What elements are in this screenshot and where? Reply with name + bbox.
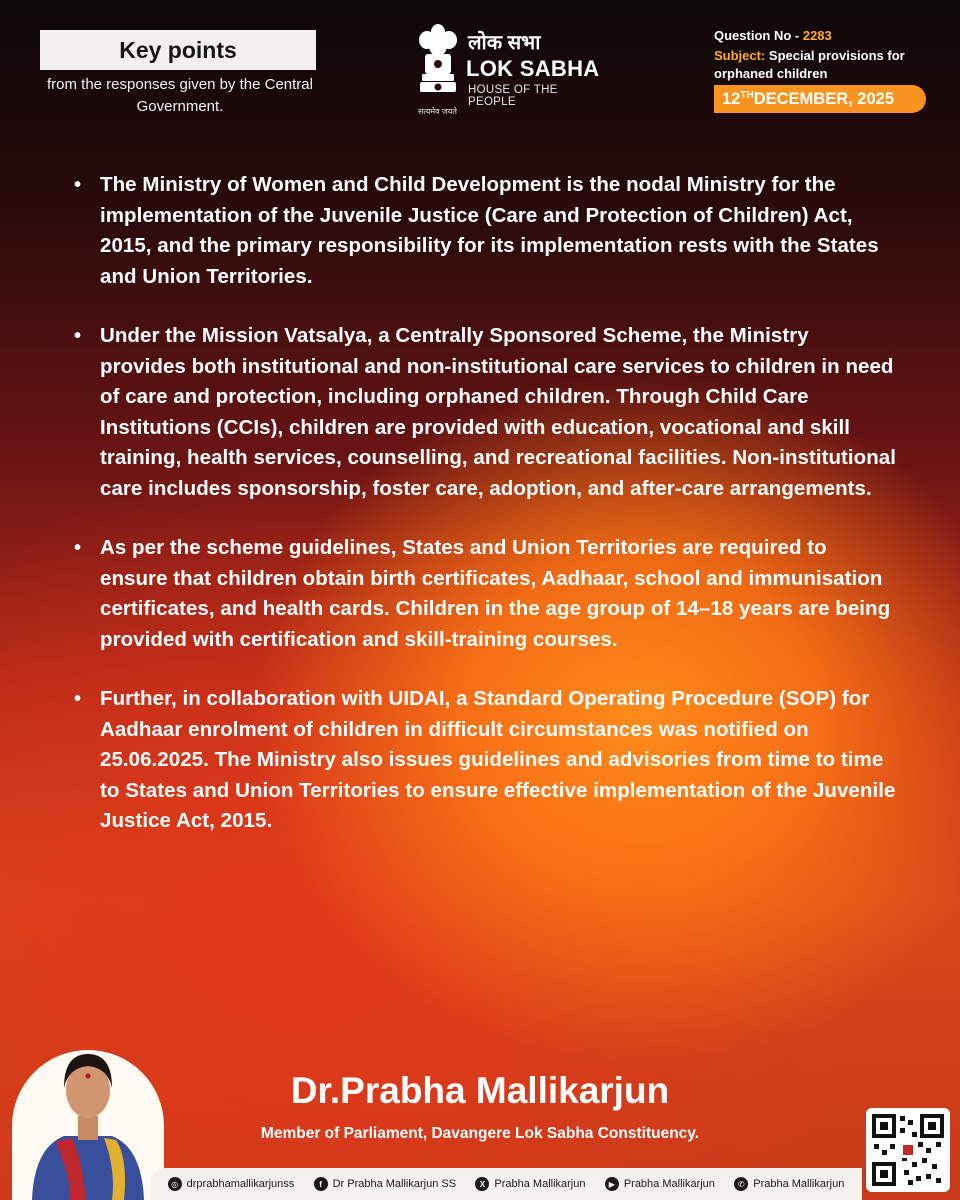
point-text: As per the scheme guidelines, States and Union Territories are required to ensure that children obtain birth certificates, Aadhaar, school and immunisation certificates, and health cards. Children in the age group of 14–18 years are being provided with certification and skill-training courses. [100,536,891,651]
social-link[interactable] [314,1177,457,1191]
social-link[interactable] [168,1177,295,1191]
point-text: Further, in collaboration with UIDAI, a Standard Operating Procedure (SOP) for Aadhaar enrolment of children in difficult circumstances was notified on 25.06.2025. The Ministry also issues guidelines and advisories from time to time to States and Union Territories to ensure effective implementation of the Juvenile Justice Act, 2015. [100,687,896,832]
qr-code-icon[interactable] [866,1108,950,1192]
social-link[interactable] [605,1177,715,1191]
mp-role: Member of Parliament, Davangere Lok Sabha Constituency. [260,1125,700,1142]
social-handle: Prabha Mallikarjun [623,1178,715,1190]
list-item [66,684,896,837]
bullet-icon: • [74,174,82,196]
instagram-icon: ◎ [168,1177,182,1191]
question-number [714,28,832,43]
logo-motto: सत्यमेव जयते [418,107,457,116]
key-points-title: Key points [119,36,237,63]
date-day: 12 [722,89,741,108]
x-icon: X [475,1177,489,1191]
point-text: Under the Mission Vatsalya, a Centrally Sponsored Scheme, the Ministry provides both institutional and non-institutional care services to children in need of care and protection, including orphaned children. Through Child Care Institutions (CCIs), children are provided with education, vocational and skill training, health services, counselling, and recreational facilities. Non-institutional care includes sponsorship, foster care, adoption, and after-care arrangements. [100,324,897,500]
key-points-subtitle: from the responses given by the Central Government. [47,76,313,115]
logo-name: LOK SABHA [466,56,600,81]
logo-subtitle: HOUSE OF THE PEOPLE [468,84,558,108]
bullet-icon: • [74,688,82,710]
qr-code-graphic [866,1108,950,1192]
list-item [66,321,896,504]
facebook-icon: f [314,1177,328,1191]
social-link[interactable] [734,1177,844,1191]
mp-name: Dr.Prabha Mallikarjun [290,1070,670,1111]
portrait-figure [12,1030,164,1200]
social-handle: Prabha Mallikarjun [494,1178,586,1190]
social-handle: drprabhamallikarjunss [186,1178,295,1190]
question-number-value: 2283 [802,28,832,43]
whatsapp-icon: ✆ [734,1177,748,1191]
point-text: The Ministry of Women and Child Development is the nodal Ministry for the implementation of the Juvenile Justice (Care and Protection of Children) Act, 2015, and the primary responsibility for its implementation rests with the States and Union Territories. [100,173,879,288]
date-suffix: TH [740,89,754,101]
subject-text: Special provisions for orphaned children [714,48,905,81]
list-item [66,170,896,292]
question-label: Question No - [714,28,803,43]
date-badge [714,85,926,113]
social-handle: Dr Prabha Mallikarjun SS [332,1178,457,1190]
youtube-icon: ▶ [605,1177,619,1191]
key-points-box [40,30,316,70]
social-handle: Prabha Mallikarjun [753,1178,845,1190]
date-rest: DECEMBER, 2025 [753,89,895,108]
subject [714,47,944,83]
bullet-icon: • [74,537,82,559]
list-item [66,533,896,655]
national-emblem-icon [416,22,460,102]
bullet-icon: • [74,325,82,347]
social-media-bar [150,1168,862,1200]
social-link[interactable] [475,1177,585,1191]
logo-hindi-text: लोक सभा [468,32,541,54]
subject-label: Subject: [714,48,766,63]
lok-sabha-logo [416,22,606,116]
key-points-list [66,170,896,866]
